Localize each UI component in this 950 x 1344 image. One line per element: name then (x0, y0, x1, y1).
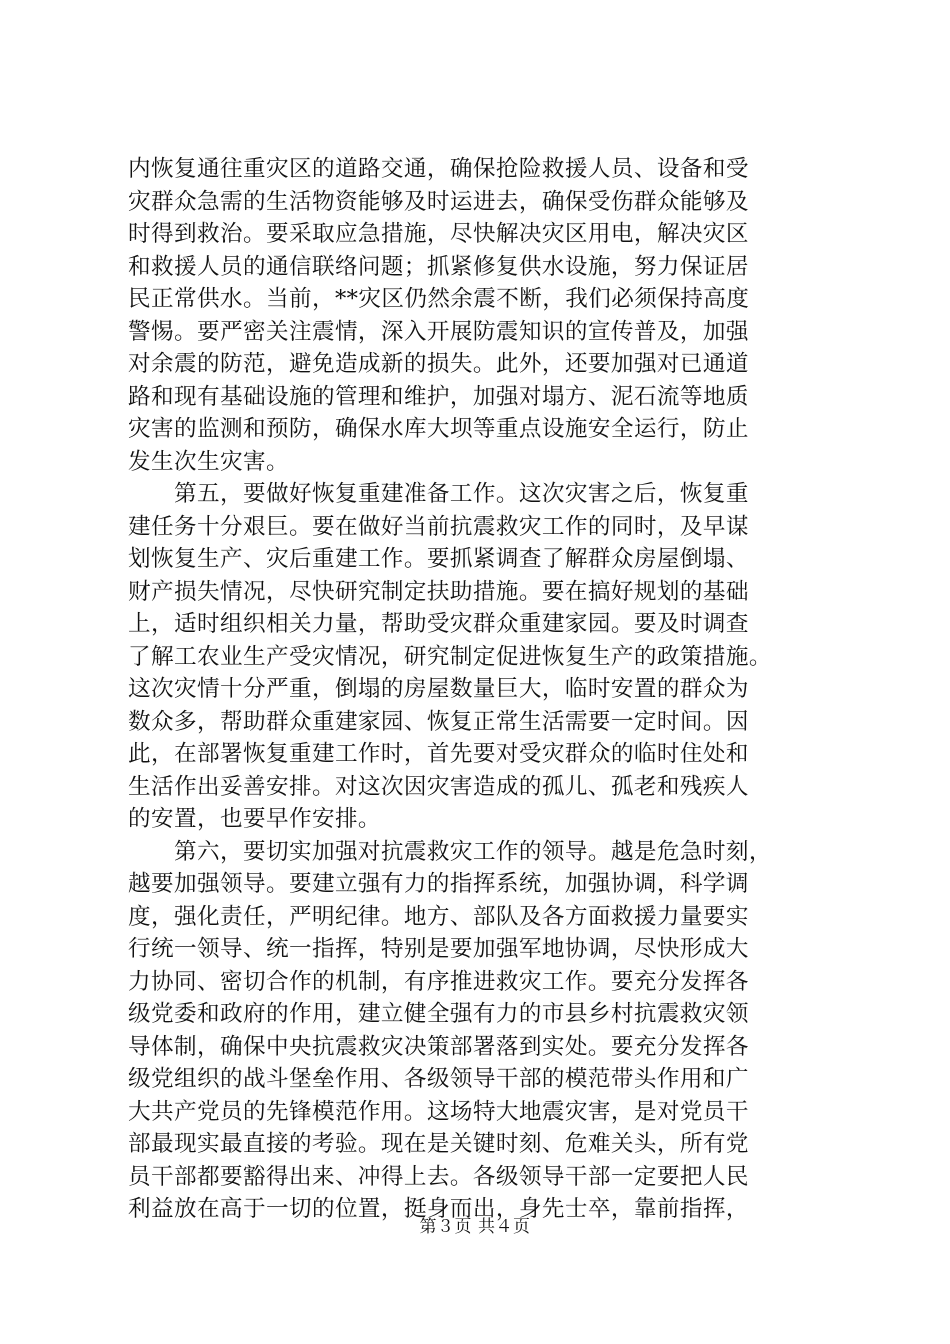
text-line: 的安置，也要早作安排。 (128, 806, 381, 832)
text-line: 度，强化责任，严明纪律。地方、部队及各方面救援力量要实 (128, 903, 749, 930)
text-line: 级党组织的战斗堡垒作用、各级领导干部的模范带头作用和广 (128, 1066, 749, 1092)
text-line: 灾害的监测和预防，确保水库大坝等重点设施安全运行，防止 (128, 416, 749, 442)
text-line: 越要加强领导。要建立强有力的指挥系统，加强协调，科学调 (128, 871, 749, 897)
text-line: 部最现实最直接的考验。现在是关键时刻、危难关头，所有党 (128, 1131, 749, 1157)
text-line: 行统一领导、统一指挥，特别是要加强军地协调，尽快形成大 (128, 936, 749, 962)
text-line: 大共产党员的先锋模范作用。这场特大地震灾害，是对党员干 (128, 1098, 749, 1125)
text-line: 这次灾情十分严重，倒塌的房屋数量巨大，临时安置的群众为 (128, 676, 749, 702)
text-line: 利益放在高于一切的位置，挺身而出，身先士卒，靠前指挥， (128, 1196, 749, 1222)
text-line: 内恢复通往重灾区的道路交通，确保抢险救援人员、设备和受 (128, 156, 749, 182)
text-line: 划恢复生产、灾后重建工作。要抓紧调查了解群众房屋倒塌、 (128, 546, 749, 572)
text-line: 民正常供水。当前，**灾区仍然余震不断，我们必须保持高度 (128, 286, 750, 312)
text-line: 第五，要做好恢复重建准备工作。这次灾害之后，恢复重 (128, 481, 749, 507)
text-line: 和救援人员的通信联络问题；抓紧修复供水设施，努力保证居 (128, 253, 749, 280)
text-line: 路和现有基础设施的管理和维护，加强对塌方、泥石流等地质 (128, 383, 749, 410)
page-footer: 第３页 共４页 (419, 1217, 531, 1237)
text-line: 此，在部署恢复重建工作时，首先要对受灾群众的临时住处和 (128, 741, 749, 767)
text-line: 发生次生灾害。 (128, 448, 289, 475)
text-line: 级党委和政府的作用，建立健全强有力的市县乡村抗震救灾领 (128, 1001, 749, 1027)
text-line: 员干部都要豁得出来、冲得上去。各级领导干部一定要把人民 (128, 1163, 749, 1190)
text-line: 了解工农业生产受灾情况，研究制定促进恢复生产的政策措施。 (128, 643, 772, 670)
text-line: 上，适时组织相关力量，帮助受灾群众重建家园。要及时调查 (128, 611, 749, 637)
text-line: 时得到救治。要采取应急措施，尽快解决灾区用电，解决灾区 (128, 221, 749, 247)
text-line: 灾群众急需的生活物资能够及时运进去，确保受伤群众能够及 (128, 188, 749, 215)
text-line: 导体制，确保中央抗震救灾决策部署落到实处。要充分发挥各 (128, 1033, 749, 1060)
text-line: 生活作出妥善安排。对这次因灾害造成的孤儿、孤老和残疾人 (128, 773, 749, 800)
text-line: 警惕。要严密关注震情，深入开展防震知识的宣传普及，加强 (128, 318, 749, 345)
text-line: 建任务十分艰巨。要在做好当前抗震救灾工作的同时，及早谋 (128, 513, 749, 540)
text-line: 对余震的防范，避免造成新的损失。此外，还要加强对已通道 (128, 351, 749, 377)
text-line: 第六，要切实加强对抗震救灾工作的领导。越是危急时刻， (128, 838, 772, 865)
text-line: 数众多，帮助群众重建家园、恢复正常生活需要一定时间。因 (128, 708, 749, 735)
text-line: 力协同、密切合作的机制，有序推进救灾工作。要充分发挥各 (128, 968, 749, 995)
body-text (128, 153, 828, 1226)
text-line: 财产损失情况，尽快研究制定扶助措施。要在搞好规划的基础 (128, 578, 749, 605)
